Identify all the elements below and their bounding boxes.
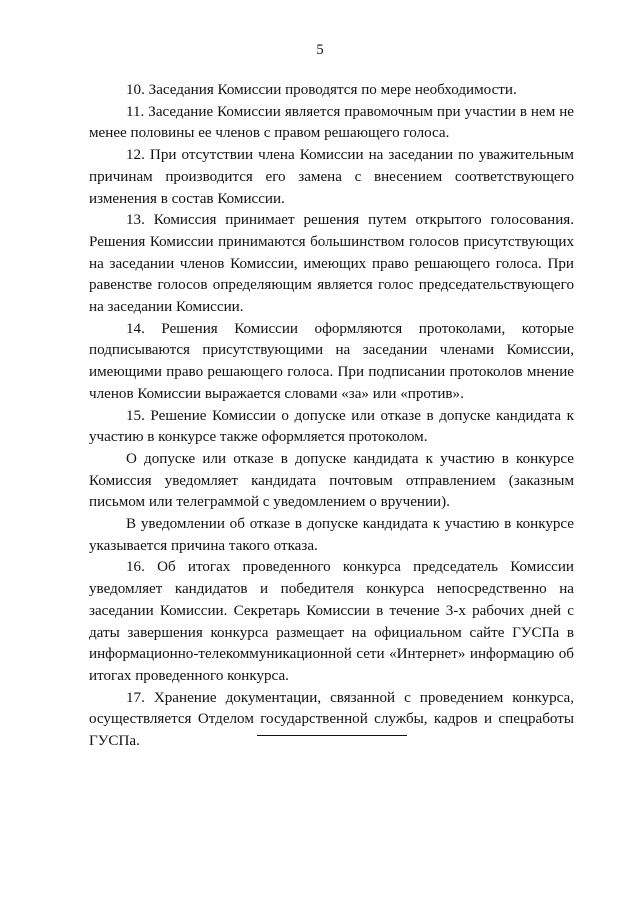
end-of-document-rule [257,735,407,736]
paragraph-15: 15. Решение Комиссии о допуске или отказе в допуске кандидата к участию в конкурсе также оформляется протоколом. [89,407,574,446]
paragraph-12: 12. При отсутствии члена Комиссии на заседании по уважительным причинам производится его замена с внесением соответствующего изменения в состав Комиссии. [89,147,574,207]
paragraph-13: 13. Комиссия принимает решения путем открытого голосования. Решения Комиссии принимаются большинством голосов присутствующих на заседании членов Комиссии, имеющих право решающего голоса. При равенстве голосов определяющим является голос председательствующего на заседании Комиссии. [89,212,574,316]
paragraph-15-notice: О допуске или отказе в допуске кандидата к участию в конкурсе Комиссия уведомляет кандидата почтовым отправлением (заказным письмом или телеграммой с уведомлением о вручении). [89,450,574,511]
paragraph-17: 17. Хранение документации, связанной с проведением конкурса, осуществляется Отделом государственной службы, кадров и спецработы ГУСПа. [89,689,574,750]
paragraph-16: 16. Об итогах проведенного конкурса председатель Комиссии уведомляет кандидатов и победителя конкурса непосредственно на заседании Комиссии. Секретарь Комиссии в течение 3-х рабочих дней с даты завершения конкурса размещает на официальном сайте ГУСПа в информационно-телекоммуникационной сети «Интернет» информацию об итогах проведенного конкурса. [89,559,574,684]
paragraph-15-refusal-reason: В уведомлении об отказе в допуске кандидата к участию в конкурсе указывается причина такого отказа. [89,516,574,554]
paragraph-14: 14. Решения Комиссии оформляются протоколами, которые подписываются присутствующими на заседании членами Комиссии, имеющими право решающего голоса. При подписании протоколов мнение членов Комиссии выражается словами «за» или «против». [89,320,574,402]
paragraph-11: 11. Заседание Комиссии является правомочным при участии в нем не менее половины ее членов с правом решающего голоса. [89,103,574,142]
paragraph-10: 10. Заседания Комиссии проводятся по мере необходимости. [126,82,517,98]
document-body [89,80,574,753]
page-number: 5 [316,42,324,58]
